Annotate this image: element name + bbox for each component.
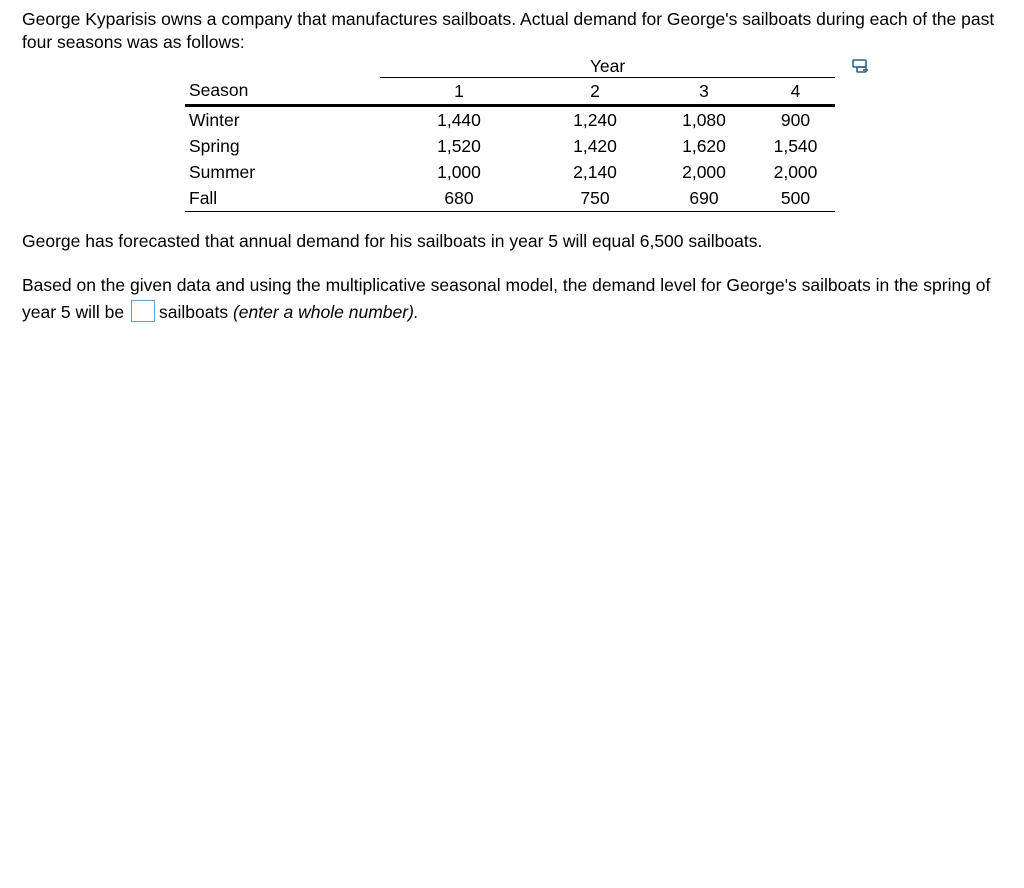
demand-cell: 1,540: [773, 135, 818, 156]
demand-cell: 1,080: [682, 109, 726, 130]
table-row: [185, 185, 835, 212]
demand-cell: 680: [380, 185, 538, 212]
demand-cell: 2,000: [682, 161, 726, 182]
year-1-header: 1: [380, 78, 538, 106]
demand-cell: 2,000: [773, 161, 818, 182]
table-row: [185, 159, 835, 185]
column-header-row: [185, 78, 835, 106]
year-group-header: Year: [380, 53, 835, 78]
copy-table-icon[interactable]: [852, 58, 870, 74]
answer-input[interactable]: [131, 300, 155, 322]
blank-header-cell: [185, 53, 380, 78]
demand-cell: 900: [780, 109, 811, 130]
demand-cell: 500: [756, 185, 835, 212]
question-before: Based on the given data and using the multiplicative seasonal model, the demand level for George's sailboats in the spring of year 5 will be: [22, 275, 991, 322]
forecast-statement: George has forecasted that annual demand for his sailboats in year 5 will equal 6,500 sailboats.: [22, 231, 763, 251]
problem-intro: George Kyparisis owns a company that manufactures sailboats. Actual demand for George's sailboats during each of the past four seasons was as follows:: [22, 9, 995, 52]
demand-cell: 2,140: [573, 161, 617, 182]
year-group-header-row: [185, 53, 835, 78]
demand-cell: 1,420: [573, 135, 617, 156]
season-cell: Fall: [185, 185, 380, 212]
year-2-header: 2: [538, 78, 652, 106]
table-row: [185, 106, 835, 134]
demand-cell: 1,440: [437, 109, 481, 130]
year-4-header: 4: [756, 78, 835, 106]
demand-table: [185, 53, 835, 212]
season-cell: Spring: [189, 135, 240, 156]
demand-cell: 750: [538, 185, 652, 212]
table-row: [185, 133, 835, 159]
demand-table-container: [185, 53, 835, 212]
answer-hint: (enter a whole number).: [232, 302, 419, 322]
demand-cell: 1,520: [437, 135, 481, 156]
question-after: sailboats: [159, 302, 229, 322]
season-cell: Summer: [189, 161, 256, 182]
question-text: [22, 272, 1007, 326]
demand-cell: 690: [652, 185, 756, 212]
demand-cell: 1,000: [437, 161, 481, 182]
season-cell: Winter: [189, 109, 240, 130]
demand-cell: 1,620: [682, 135, 726, 156]
demand-cell: 1,240: [573, 109, 617, 130]
season-column-header: Season: [185, 78, 380, 106]
year-3-header: 3: [652, 78, 756, 106]
